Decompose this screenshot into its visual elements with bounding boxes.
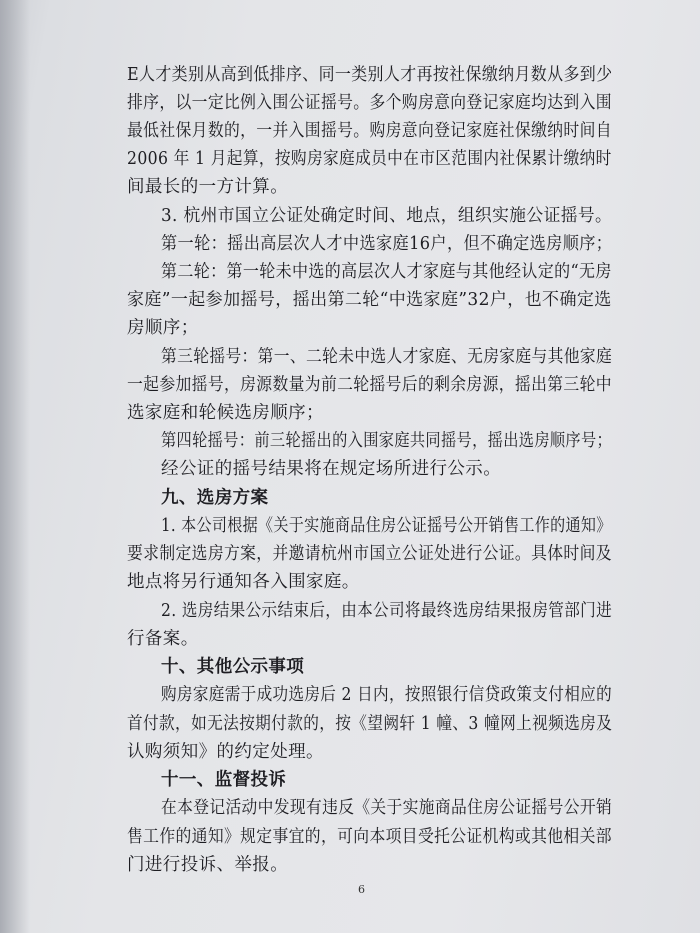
- paragraph-line: 首付款，如无法按期付款的，按《望阙轩 1 幢、3 幢网上视频选房及: [127, 714, 613, 734]
- paragraph-line: 要求制定选房方案，并邀请杭州市国立公证处进行公证。具体时间及: [127, 544, 612, 564]
- paragraph-line: 经公证的摇号结果将在规定场所进行公示。: [161, 459, 502, 479]
- section-heading-11: 十一、监督投诉: [161, 770, 287, 790]
- paragraph-line: 一起参加摇号，房源数量为前二轮摇号后的剩余房源，摇出第三轮中: [127, 375, 612, 395]
- paragraph-line: 选家庭和轮候选房顺序；: [127, 403, 324, 423]
- section-heading-9: 九、选房方案: [161, 488, 269, 508]
- paragraph-line: 认购须知》的约定处理。: [127, 742, 324, 762]
- paragraph-line: 排序，以一定比例入围公证摇号。多个购房意向登记家庭均达到入围: [127, 93, 612, 113]
- paragraph-line: 购房家庭需于成功选房后 2 日内，按照银行信贷政策支付相应的: [161, 685, 613, 705]
- paragraph-line: 第三轮摇号：第一、二轮未中选人才家庭、无房家庭与其他家庭: [161, 347, 613, 367]
- paragraph-line: 第二轮：第一轮未中选的高层次人才家庭与其他经认定的“无房: [161, 262, 612, 282]
- paragraph-line: 在本登记活动中发现有违反《关于实施商品住房公证摇号公开销: [161, 798, 613, 818]
- paragraph-line: 门进行投诉、举报。: [127, 855, 289, 875]
- paragraph-line: 房顺序；: [127, 318, 199, 338]
- paragraph-line: 最低社保月数的，一并入围摇号。购房意向登记家庭社保缴纳时间自: [127, 121, 612, 141]
- paragraph-line: 第四轮摇号：前三轮摇出的入围家庭共同摇号，摇出选房顺序号；: [161, 431, 613, 451]
- paragraph-line: 售工作的通知》规定事宜的，可向本项目受托公证机构或其他相关部: [127, 827, 612, 847]
- paragraph-line: 2. 选房结果公示结束后，由本公司将最终选房结果报房管部门进: [161, 601, 613, 621]
- paragraph-line: E人才类别从高到低排序、同一类别人才再按社保缴纳月数从多到少: [127, 65, 613, 85]
- paragraph-line: 1. 本公司根据《关于实施商品住房公证摇号公开销售工作的通知》: [161, 516, 612, 536]
- paragraph-line: 地点将另行通知各入围家庭。: [127, 572, 360, 592]
- paragraph-line: 行备案。: [127, 629, 199, 649]
- paragraph-line: 第一轮：摇出高层次人才中选家庭16户，但不确定选房顺序；: [161, 234, 613, 254]
- section-heading-10: 十、其他公示事项: [161, 657, 305, 677]
- paragraph-line: 3. 杭州市国立公证处确定时间、地点，组织实施公证摇号。: [161, 206, 613, 226]
- page-number: 6: [358, 883, 365, 896]
- paragraph-line: 家庭”一起参加摇号，摇出第二轮“中选家庭”32户，也不确定选: [127, 290, 612, 310]
- paragraph-line: 间最长的一方计算。: [127, 177, 289, 197]
- paragraph-line: 2006 年 1 月起算，按购房家庭成员中在市区范围内社保累计缴纳时: [127, 149, 612, 169]
